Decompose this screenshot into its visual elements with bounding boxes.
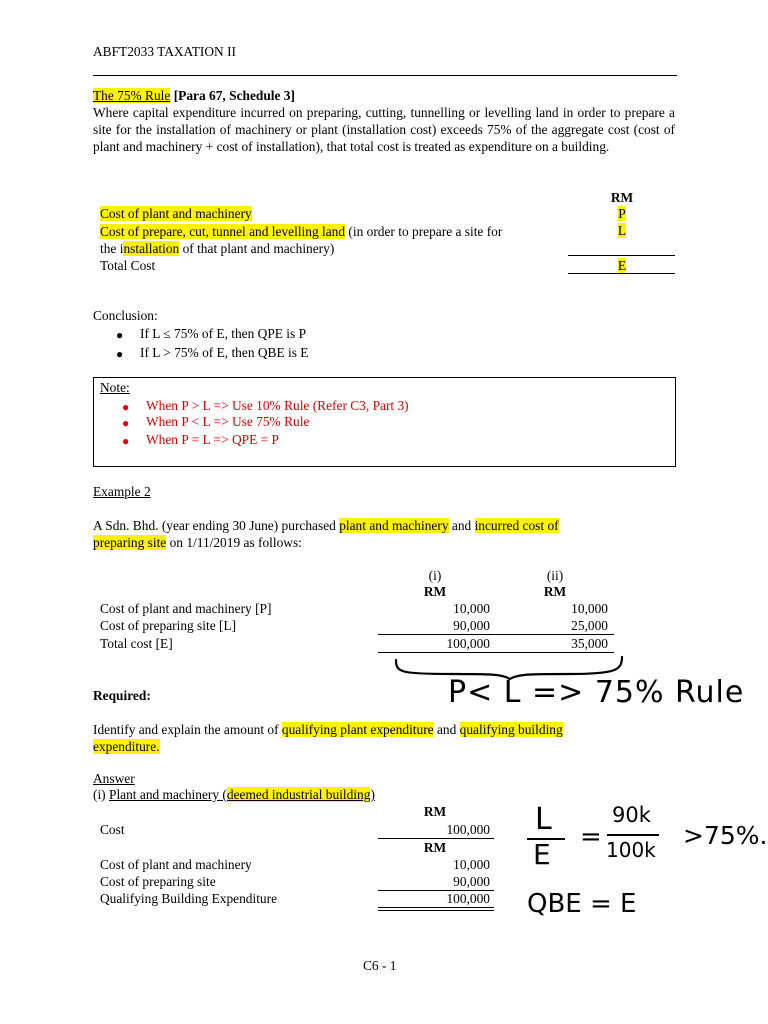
- example-col-ii-rm: RM: [543, 584, 567, 599]
- bullet-icon: ●: [116, 328, 124, 342]
- note-item-2: When P < L => Use 75% Rule: [146, 414, 310, 429]
- table1-col-rm: RM: [610, 190, 634, 205]
- example-rule-top: [378, 634, 614, 635]
- example-row-ii: 35,000: [571, 636, 608, 651]
- example-row-i: 100,000: [446, 636, 490, 651]
- answer-row-val: 10,000: [453, 857, 490, 872]
- example-row-i: 10,000: [453, 601, 490, 616]
- answer-rule-1: [378, 838, 494, 839]
- example-col-ii: (ii): [546, 568, 564, 583]
- answer-cost-val: 100,000: [446, 822, 490, 837]
- course-header: ABFT2033 TAXATION II: [93, 44, 236, 59]
- handwritten-frac-den: E: [533, 838, 551, 871]
- bullet-icon: ●: [122, 434, 130, 448]
- table1-row3-label: Total Cost: [100, 258, 156, 273]
- answer-row-label: Cost of preparing site: [100, 874, 216, 889]
- handwritten-den: 100k: [606, 838, 656, 862]
- example-col-i-rm: RM: [423, 584, 447, 599]
- answer-rm-header-2: RM: [423, 840, 447, 855]
- handwritten-bar: [607, 834, 659, 836]
- rule-description: Where capital expenditure incurred on preparing, cutting, tunnelling or levelling land in order to prepare a site for the installation of machinery or plant (installation cost) exceeds 75% of the aggregate cost (cost of plant and machinery + cost of installation), that total cost is treated as expenditure on a building.: [93, 105, 675, 155]
- handwritten-rule-note: P< L => 75% Rule: [448, 675, 745, 710]
- conclusion-title: Conclusion:: [93, 308, 158, 323]
- example-row-ii: 10,000: [571, 601, 608, 616]
- bullet-icon: ●: [122, 400, 130, 414]
- answer-row-label: Cost of plant and machinery: [100, 857, 252, 872]
- table1-rule-bottom: [568, 273, 675, 274]
- example-row-i: 90,000: [453, 618, 490, 633]
- rule-reference: [Para 67, Schedule 3]: [173, 88, 295, 103]
- answer-rm-header: RM: [423, 804, 447, 819]
- answer-row-label: Qualifying Building Expenditure: [100, 891, 278, 906]
- conclusion-item-1: If L ≤ 75% of E, then QPE is P: [140, 326, 307, 341]
- answer-title: Answer: [93, 771, 135, 786]
- table1-row3-val: E: [617, 258, 627, 273]
- note-title: Note:: [100, 380, 130, 395]
- handwritten-frac-num: L: [535, 802, 552, 837]
- page-number: C6 - 1: [363, 958, 397, 973]
- note-item-1: When P > L => Use 10% Rule (Refer C3, Part 3): [146, 398, 409, 413]
- example-intro: A Sdn. Bhd. (year ending 30 June) purchased plant and machinery and incurred cost of preparing site on 1/11/2019 as follows:: [93, 518, 559, 550]
- note-item-3: When P = L => QPE = P: [146, 432, 279, 447]
- table1-row1-label: Cost of plant and machinery: [100, 206, 252, 221]
- handwritten-num: 90k: [612, 803, 651, 827]
- answer-rule-4: [378, 910, 494, 911]
- bullet-icon: ●: [116, 347, 124, 361]
- example-row-label: Total cost [E]: [100, 636, 173, 651]
- answer-subtitle: (i) Plant and machinery (deemed industrial building): [93, 787, 375, 802]
- rule-title: The 75% Rule: [93, 88, 171, 103]
- required-title: Required:: [93, 688, 151, 703]
- header-rule: [93, 75, 677, 76]
- required-text: Identify and explain the amount of qualifying plant expenditure and qualifying building expenditure.: [93, 722, 563, 754]
- example-row-label: Cost of preparing site [L]: [100, 618, 237, 633]
- example-row-ii: 25,000: [571, 618, 608, 633]
- table1-rule-top: [568, 255, 675, 256]
- table1-row2-label: Cost of prepare, cut, tunnel and levelling land (in order to prepare a site for the installation of that plant and machinery): [100, 224, 503, 256]
- answer-row-val: 90,000: [453, 874, 490, 889]
- example-title: Example 2: [93, 484, 151, 499]
- handwritten-gt-75: >75%.: [683, 821, 768, 850]
- conclusion-item-2: If L > 75% of E, then QBE is E: [140, 345, 309, 360]
- answer-row-val: 100,000: [446, 891, 490, 906]
- handwritten-equals: =: [580, 822, 602, 852]
- bullet-icon: ●: [122, 416, 130, 430]
- example-row-label: Cost of plant and machinery [P]: [100, 601, 272, 616]
- rule-heading: [93, 88, 295, 104]
- table1-row1-val: P: [618, 206, 626, 221]
- answer-rule-3: [378, 907, 494, 908]
- answer-cost-label: Cost: [100, 822, 125, 837]
- handwritten-qbe: QBE = E: [527, 889, 637, 919]
- table1-row2-val: L: [617, 223, 627, 238]
- example-col-i: (i): [428, 568, 442, 583]
